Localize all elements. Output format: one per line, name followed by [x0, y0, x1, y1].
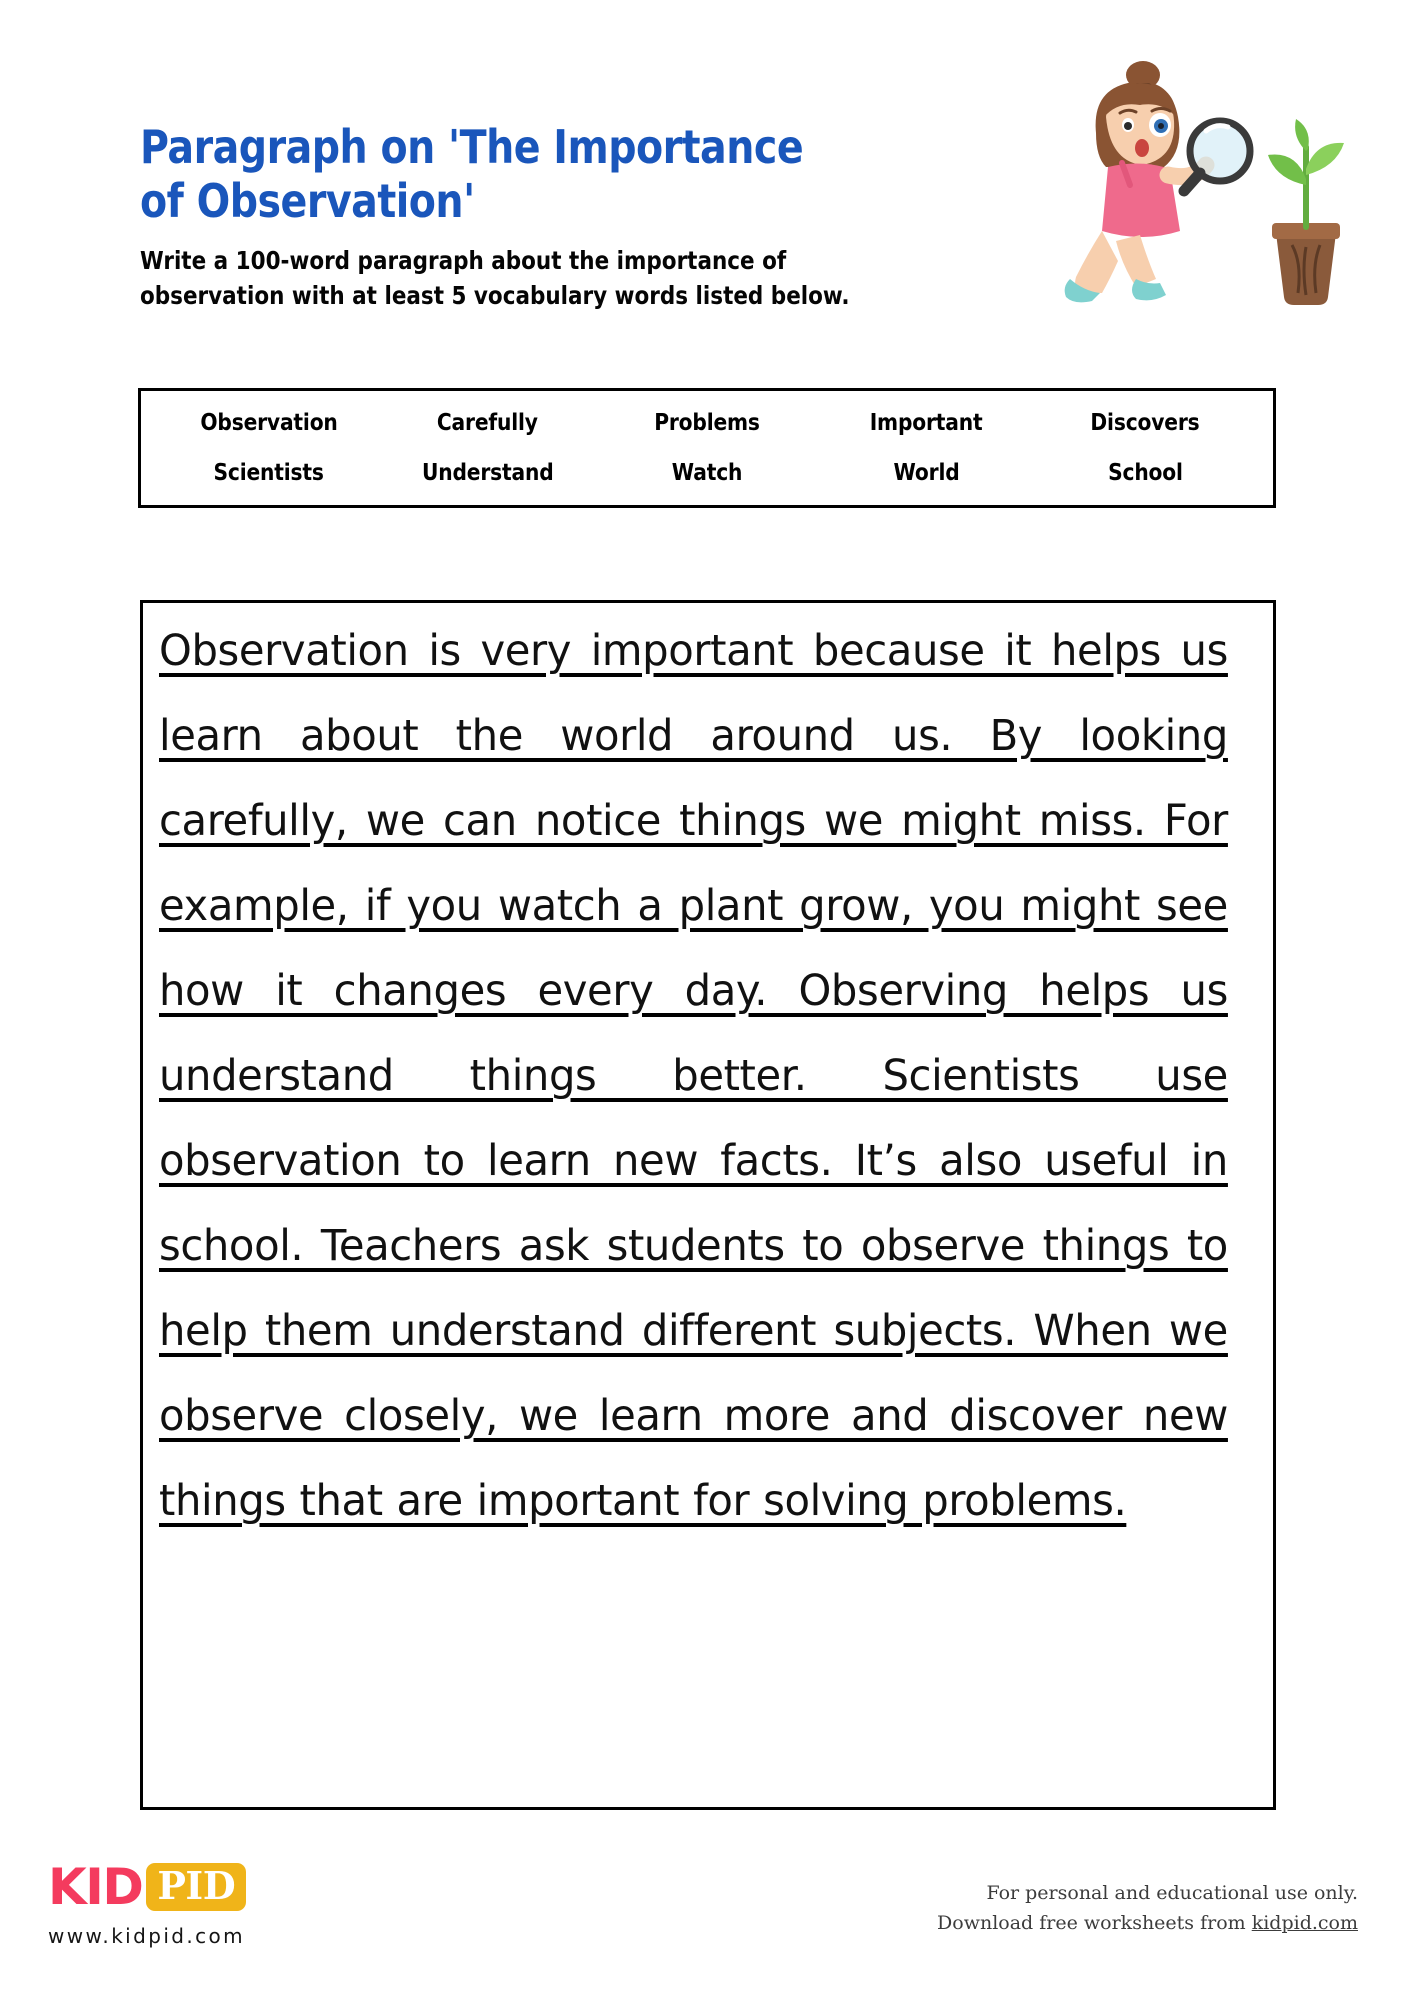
footer-website-url[interactable]: www.kidpid.com [48, 1924, 246, 1948]
illustration-girl-observing-plant [1044, 55, 1354, 315]
vocabulary-word-label: School [1108, 460, 1183, 486]
vocabulary-word-label: World [893, 460, 960, 486]
footer-usage-note [937, 1878, 1358, 1938]
girl-graphic [1065, 61, 1250, 302]
kidpid-logo [48, 1859, 348, 1915]
footer-note-line-1: For personal and educational use only. [986, 1881, 1358, 1904]
header [140, 120, 1140, 314]
vocabulary-word [817, 460, 1036, 486]
handwritten-answer-text: Observation is very important because it helps us learn about the world around us. By looking carefully, we can notice things we might miss. For example, if you watch a plant grow, you might see how it changes every day. Observing helps us understand things better. Scientists use observation to learn new facts. It’s also useful in school. Teachers ask students to observe things to help them understand different subjects. When we observe closely, we learn more and discover new things that are important for solving problems. [159, 626, 1228, 1526]
vocabulary-word-label: Discovers [1090, 410, 1200, 436]
vocabulary-row [159, 410, 1255, 436]
vocabulary-word-bank [138, 388, 1276, 508]
vocabulary-word-label: Scientists [213, 460, 324, 486]
footer-branding [48, 1859, 348, 1948]
footer-kidpid-link[interactable]: kidpid.com [1251, 1911, 1358, 1934]
logo-pid-text: PID [157, 1863, 236, 1908]
vocabulary-row [159, 460, 1255, 486]
vocabulary-word [159, 460, 378, 486]
logo-kid-text: KID [48, 1858, 143, 1916]
vocabulary-word [597, 410, 816, 436]
vocabulary-word-label: Watch [671, 460, 743, 486]
footer-note-line-2 [937, 1908, 1358, 1938]
vocabulary-word-label: Understand [422, 460, 554, 486]
vocabulary-word [817, 410, 1036, 436]
vocabulary-word [597, 460, 816, 486]
instructions-text: Write a 100-word paragraph about the importance of observation with at least 5 vocabulary words listed below. [140, 245, 850, 311]
potted-plant-graphic [1268, 119, 1344, 305]
logo-pid-badge [146, 1863, 246, 1911]
answer-area[interactable] [140, 600, 1276, 1810]
vocabulary-word-label: Important [869, 410, 983, 436]
girl-with-magnifying-glass-icon [1044, 55, 1354, 315]
vocabulary-word-label: Problems [654, 410, 760, 436]
vocabulary-word [378, 460, 597, 486]
vocabulary-word [1036, 460, 1255, 486]
vocabulary-word [378, 410, 597, 436]
page-title: Paragraph on 'The Importance of Observation' [140, 120, 804, 229]
vocabulary-word-label: Observation [199, 410, 338, 436]
vocabulary-word-label: Carefully [437, 410, 539, 436]
vocabulary-word [159, 410, 378, 436]
footer-note-prefix: Download free worksheets from [937, 1911, 1252, 1934]
vocabulary-word [1036, 410, 1255, 436]
